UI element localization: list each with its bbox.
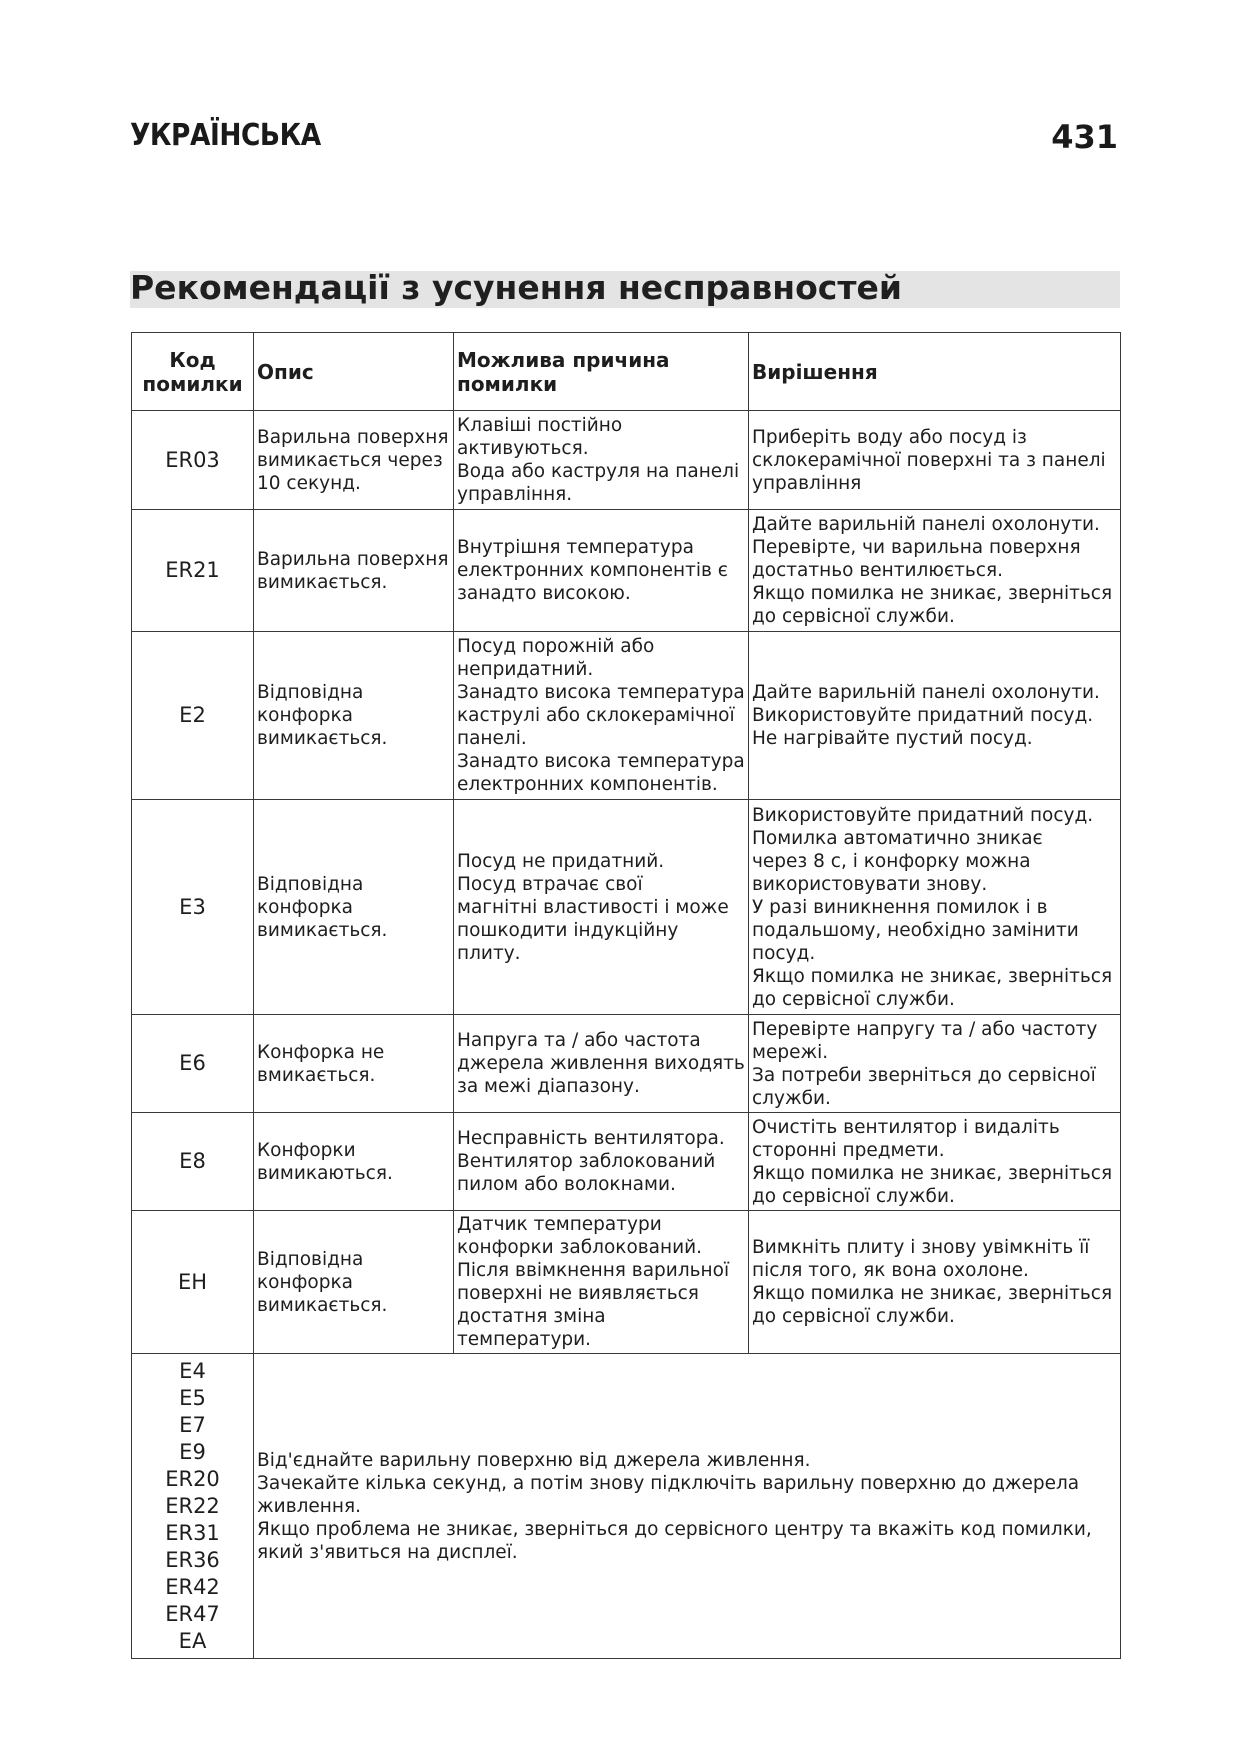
error-code: E6	[132, 1015, 254, 1113]
error-cause: Датчик температури конфорки заблокований. Після ввімкнення варильної поверхні не виявляється достатня зміна температури.	[454, 1211, 749, 1354]
error-cause: Несправність вентилятора. Вентилятор заблокований пилом або волокнами.	[454, 1113, 749, 1211]
error-code: E3	[132, 800, 254, 1015]
error-solution: Очистіть вентилятор і видаліть сторонні предмети. Якщо помилка не зникає, зверніться до сервісної служби.	[749, 1113, 1121, 1211]
error-description: Відповідна конфорка вимикається.	[254, 632, 454, 800]
table-row	[132, 1211, 1121, 1354]
error-solution: Перевірте напругу та / або частоту мережі. За потреби зверніться до сервісної служби.	[749, 1015, 1121, 1113]
error-description: Варильна поверхня вимикається.	[254, 510, 454, 632]
error-description: Відповідна конфорка вимикається.	[254, 1211, 454, 1354]
section-title: Рекомендації з усунення несправностей	[130, 268, 902, 307]
error-code: ER21	[132, 510, 254, 632]
page-number: 431	[1051, 118, 1118, 156]
error-solution: Використовуйте придатний посуд. Помилка автоматично зникає через 8 с, і конфорку можна використовувати знову. У разі виникнення помилок і в подальшому, необхідно замінити посуд. Якщо помилка не зникає, зверніться до сервісної служби.	[749, 800, 1121, 1015]
error-description: Відповідна конфорка вимикається.	[254, 800, 454, 1015]
table-row	[132, 1113, 1121, 1211]
error-cause: Внутрішня температура електронних компонентів є занадто високою.	[454, 510, 749, 632]
table-row	[132, 1015, 1121, 1113]
error-code: ER03	[132, 411, 254, 510]
error-solution: Вимкніть плиту і знову увімкніть її після того, як вона охолоне. Якщо помилка не зникає, зверніться до сервісної служби.	[749, 1211, 1121, 1354]
error-cause: Напруга та / або частота джерела живлення виходять за межі діапазону.	[454, 1015, 749, 1113]
generic-error-instructions: Від'єднайте варильну поверхню від джерела живлення. Зачекайте кілька секунд, а потім знову підключіть варильну поверхню до джерела живлення. Якщо проблема не зникає, зверніться до сервісного центру та вкажіть код помилки, який з'явиться на дисплеї.	[254, 1354, 1121, 1659]
error-solution: Дайте варильній панелі охолонути. Перевірте, чи варильна поверхня достатньо вентилюється. Якщо помилка не зникає, зверніться до сервісної служби.	[749, 510, 1121, 632]
table-header-row	[132, 333, 1121, 411]
table-row	[132, 510, 1121, 632]
error-code-table	[131, 332, 1121, 1659]
header-cause: Можлива причина помилки	[454, 333, 749, 411]
error-solution: Дайте варильній панелі охолонути. Використовуйте придатний посуд. Не нагрівайте пустий посуд.	[749, 632, 1121, 800]
error-code: EH	[132, 1211, 254, 1354]
table-row	[132, 632, 1121, 800]
error-description: Конфорка не вмикається.	[254, 1015, 454, 1113]
page-language-header: УКРАЇНСЬКА	[130, 118, 321, 153]
error-code: E8	[132, 1113, 254, 1211]
error-code: E2	[132, 632, 254, 800]
error-cause: Клавіші постійно активуються. Вода або каструля на панелі управління.	[454, 411, 749, 510]
error-description: Конфорки вимикаються.	[254, 1113, 454, 1211]
table-row-generic-errors	[132, 1354, 1121, 1659]
error-code-list: E4 E5 E7 E9 ER20 ER22 ER31 ER36 ER42 ER47 EA	[132, 1354, 254, 1659]
header-description: Опис	[254, 333, 454, 411]
table-row	[132, 800, 1121, 1015]
error-cause: Посуд не придатний. Посуд втрачає свої магнітні властивості і може пошкодити індукційну плиту.	[454, 800, 749, 1015]
table-row	[132, 411, 1121, 510]
error-description: Варильна поверхня вимикається через 10 секунд.	[254, 411, 454, 510]
error-cause: Посуд порожній або непридатний. Занадто висока температура каструлі або склокерамічної панелі. Занадто висока температура електронних компонентів.	[454, 632, 749, 800]
error-solution: Приберіть воду або посуд із склокерамічної поверхні та з панелі управління	[749, 411, 1121, 510]
header-code: Код помилки	[132, 333, 254, 411]
header-solution: Вирішення	[749, 333, 1121, 411]
